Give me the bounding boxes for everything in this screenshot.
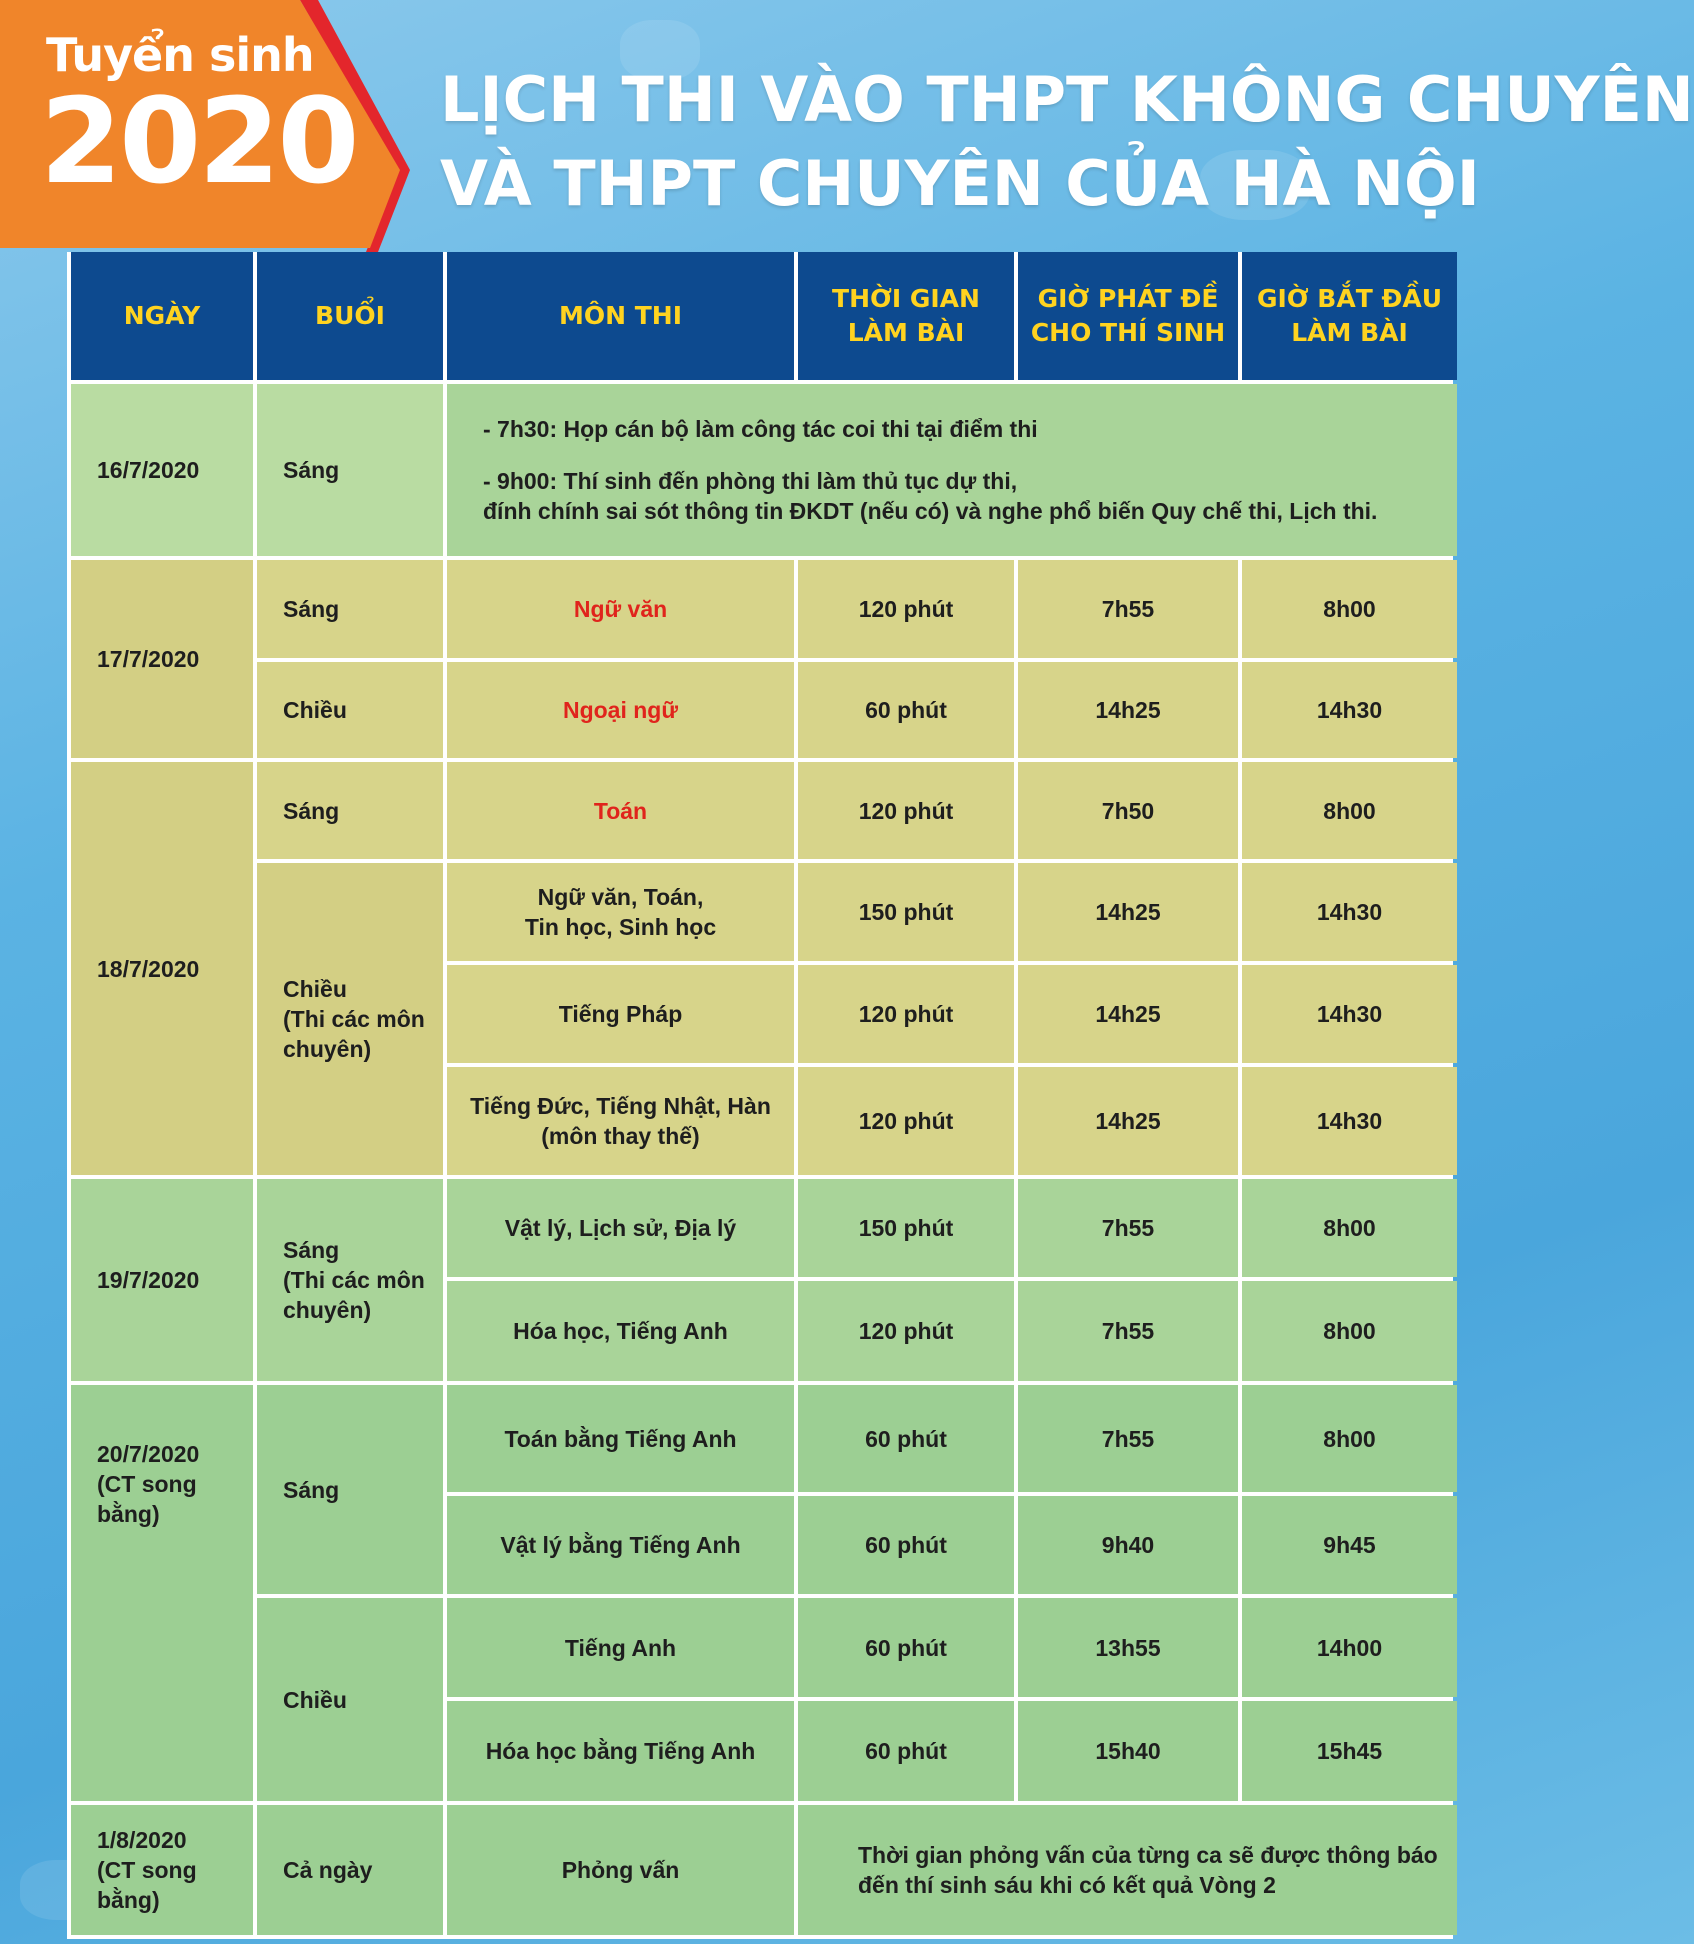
header-start-line2: LÀM BÀI: [1291, 318, 1408, 347]
duration-cell: 60 phút: [798, 1385, 1014, 1492]
duration-cell: 150 phút: [798, 1179, 1014, 1277]
page-title: [440, 58, 1694, 226]
date-cell: [71, 1385, 253, 1801]
date-line: bằng): [97, 1887, 160, 1913]
title-line-2: VÀ THPT CHUYÊN CỦA HÀ NỘI: [440, 147, 1480, 220]
date-cell: 16/7/2020: [71, 384, 253, 556]
duration-cell: 150 phút: [798, 863, 1014, 961]
header-day: NGÀY: [71, 252, 253, 380]
badge-subtitle: Tuyển sinh: [46, 28, 314, 82]
session-cell: Sáng: [257, 762, 443, 859]
date-line: 1/8/2020: [97, 1827, 187, 1853]
duration-cell: 120 phút: [798, 762, 1014, 859]
preparation-notes: [447, 384, 1457, 556]
header-duration: [798, 252, 1014, 380]
start-time-cell: 14h30: [1242, 863, 1457, 961]
note-line: đính chính sai sót thông tin ĐKDT (nếu có) và nghe phổ biến Quy chế thi, Lịch thi.: [483, 498, 1378, 524]
subject-cell: [447, 863, 794, 961]
date-cell: 19/7/2020: [71, 1179, 253, 1381]
distribute-time-cell: 14h25: [1018, 1067, 1238, 1175]
title-line-1: LỊCH THI VÀO THPT KHÔNG CHUYÊN: [440, 63, 1694, 136]
header-distribute-line1: GIỜ PHÁT ĐỀ: [1037, 284, 1219, 313]
session-cell: Sáng: [257, 560, 443, 658]
date-cell: 17/7/2020: [71, 560, 253, 758]
duration-cell: 120 phút: [798, 1281, 1014, 1381]
session-cell: Chiều: [257, 662, 443, 758]
duration-cell: 60 phút: [798, 662, 1014, 758]
duration-cell: 120 phút: [798, 560, 1014, 658]
start-time-cell: 14h30: [1242, 1067, 1457, 1175]
distribute-time-cell: 14h25: [1018, 965, 1238, 1063]
duration-cell: 120 phút: [798, 1067, 1014, 1175]
header-subject: MÔN THI: [447, 252, 794, 380]
distribute-time-cell: 14h25: [1018, 662, 1238, 758]
start-time-cell: 15h45: [1242, 1701, 1457, 1801]
header-distribute-line2: CHO THÍ SINH: [1030, 318, 1226, 347]
note-line: Thời gian phỏng vấn của từng ca sẽ được thông báo: [858, 1842, 1438, 1868]
session-cell: Cả ngày: [257, 1805, 443, 1935]
session-line: Chiều: [283, 976, 347, 1002]
session-cell: [257, 863, 443, 1175]
subject-cell: Phỏng vấn: [447, 1805, 794, 1935]
distribute-time-cell: 14h25: [1018, 863, 1238, 961]
duration-cell: 60 phút: [798, 1496, 1014, 1594]
subject-cell: Ngữ văn: [447, 560, 794, 658]
session-line: Sáng: [283, 1237, 340, 1263]
note-line: - 9h00: Thí sinh đến phòng thi làm thủ tục dự thi,: [483, 468, 1018, 494]
header-duration-line1: THỜI GIAN: [832, 284, 980, 313]
start-time-cell: 14h30: [1242, 965, 1457, 1063]
start-time-cell: 8h00: [1242, 1385, 1457, 1492]
start-time-cell: 8h00: [1242, 560, 1457, 658]
subject-cell: Tiếng Anh: [447, 1598, 794, 1697]
interview-note: [798, 1805, 1457, 1935]
badge-year: 2020: [40, 72, 357, 210]
distribute-time-cell: 7h55: [1018, 560, 1238, 658]
distribute-time-cell: 7h50: [1018, 762, 1238, 859]
date-cell: 18/7/2020: [71, 762, 253, 1175]
header-start-time: [1242, 252, 1457, 380]
duration-cell: 120 phút: [798, 965, 1014, 1063]
subject-cell: Vật lý bằng Tiếng Anh: [447, 1496, 794, 1594]
subject-cell: Toán: [447, 762, 794, 859]
start-time-cell: 14h30: [1242, 662, 1457, 758]
duration-cell: 60 phút: [798, 1598, 1014, 1697]
duration-cell: 60 phút: [798, 1701, 1014, 1801]
session-line: (Thi các môn: [283, 1006, 425, 1032]
session-cell: Chiều: [257, 1598, 443, 1801]
distribute-time-cell: 7h55: [1018, 1281, 1238, 1381]
date-line: (CT song: [97, 1471, 197, 1497]
subject-cell: Toán bằng Tiếng Anh: [447, 1385, 794, 1492]
subject-line: Tin học, Sinh học: [524, 914, 717, 940]
subject-cell: Hóa học bằng Tiếng Anh: [447, 1701, 794, 1801]
subject-line: (môn thay thế): [541, 1123, 700, 1149]
start-time-cell: 8h00: [1242, 1281, 1457, 1381]
date-line: bằng): [97, 1501, 160, 1527]
note-line: - 7h30: Họp cán bộ làm công tác coi thi tại điểm thi: [483, 416, 1038, 442]
session-line: chuyên): [283, 1036, 372, 1062]
subject-cell: Hóa học, Tiếng Anh: [447, 1281, 794, 1381]
date-line: 20/7/2020: [97, 1441, 200, 1467]
distribute-time-cell: 13h55: [1018, 1598, 1238, 1697]
subject-cell: [447, 1067, 794, 1175]
subject-cell: Ngoại ngữ: [447, 662, 794, 758]
date-cell: [71, 1805, 253, 1935]
start-time-cell: 14h00: [1242, 1598, 1457, 1697]
distribute-time-cell: 9h40: [1018, 1496, 1238, 1594]
date-line: (CT song: [97, 1857, 197, 1883]
exam-schedule-table: [67, 252, 1453, 1939]
subject-line: Ngữ văn, Toán,: [537, 884, 704, 910]
header-session: BUỔI: [257, 252, 443, 380]
start-time-cell: 9h45: [1242, 1496, 1457, 1594]
start-time-cell: 8h00: [1242, 762, 1457, 859]
header-distribute-time: [1018, 252, 1238, 380]
session-line: chuyên): [283, 1297, 372, 1323]
start-time-cell: 8h00: [1242, 1179, 1457, 1277]
header-start-line1: GIỜ BẮT ĐẦU: [1256, 284, 1443, 313]
distribute-time-cell: 7h55: [1018, 1385, 1238, 1492]
distribute-time-cell: 15h40: [1018, 1701, 1238, 1801]
session-line: (Thi các môn: [283, 1267, 425, 1293]
subject-line: Tiếng Đức, Tiếng Nhật, Hàn: [470, 1093, 771, 1119]
header-duration-line2: LÀM BÀI: [847, 318, 965, 347]
note-line: đến thí sinh sáu khi có kết quả Vòng 2: [858, 1872, 1276, 1898]
session-cell: Sáng: [257, 1385, 443, 1594]
subject-cell: Tiếng Pháp: [447, 965, 794, 1063]
distribute-time-cell: 7h55: [1018, 1179, 1238, 1277]
session-cell: [257, 1179, 443, 1381]
subject-cell: Vật lý, Lịch sử, Địa lý: [447, 1179, 794, 1277]
session-cell: Sáng: [257, 384, 443, 556]
